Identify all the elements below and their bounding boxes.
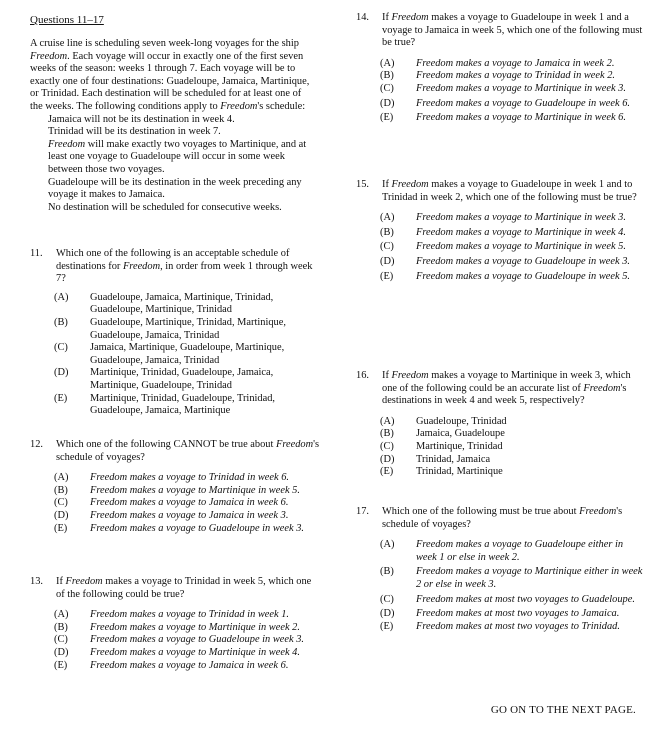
- question-stem: Which one of the following CANNOT be true about Freedom's schedule of voyages?: [56, 439, 320, 463]
- answer-option[interactable]: [54, 523, 320, 536]
- option-text: Freedom makes a voyage to Guadeloupe in week 3.: [416, 255, 630, 267]
- option-label: (C): [54, 342, 68, 354]
- question-14: [356, 12, 646, 125]
- answer-option[interactable]: [380, 608, 646, 621]
- question-15: [356, 179, 646, 283]
- answer-option[interactable]: [380, 566, 646, 591]
- option-text: Freedom makes a voyage to Martinique in week 3.: [416, 82, 626, 94]
- intro-passage: [30, 38, 314, 214]
- option-label: (B): [380, 226, 394, 238]
- option-text: Freedom makes a voyage to Guadeloupe in week 6.: [416, 97, 630, 109]
- option-label: (C): [380, 593, 394, 605]
- question-number: 15.: [356, 179, 369, 190]
- option-text: Freedom makes a voyage to Jamaica in week 3.: [90, 509, 289, 521]
- option-label: (B): [54, 316, 68, 328]
- option-text: Martinique, Trinidad: [416, 440, 503, 452]
- option-text: Jamaica, Martinique, Guadeloupe, Martinique, Guadeloupe, Jamaica, Trinidad: [90, 342, 285, 366]
- answer-option[interactable]: [380, 454, 646, 467]
- question-13: [30, 576, 320, 672]
- option-text: Guadeloupe, Jamaica, Martinique, Trinidad, Guadeloupe, Martinique, Trinidad: [90, 291, 274, 316]
- answer-option[interactable]: [380, 271, 646, 284]
- answer-option[interactable]: [380, 621, 646, 634]
- option-label: (B): [54, 484, 68, 496]
- option-label: (C): [380, 440, 394, 452]
- option-text: Guadeloupe, Martinique, Trinidad, Martinique, Guadeloupe, Jamaica, Trinidad: [90, 316, 286, 341]
- option-label: (C): [54, 634, 68, 646]
- answer-option[interactable]: [54, 393, 320, 418]
- answer-option[interactable]: [54, 472, 320, 485]
- question-number: 13.: [30, 576, 43, 587]
- option-label: (E): [54, 659, 68, 671]
- question-number: 14.: [356, 12, 369, 23]
- question-stem: Which one of the following is an acceptable schedule of destinations for Freedom, in order from week 1 through week 7?: [56, 248, 313, 285]
- answer-option[interactable]: [54, 342, 320, 367]
- section-title: Questions 11–17: [30, 14, 104, 26]
- option-text: Jamaica, Guadeloupe: [416, 428, 505, 440]
- option-label: (B): [380, 566, 394, 578]
- question-number: 12.: [30, 439, 43, 450]
- option-text: Freedom makes a voyage to Martinique in week 4.: [416, 226, 626, 238]
- answer-option[interactable]: [380, 256, 646, 269]
- answer-option[interactable]: [380, 212, 646, 225]
- answer-option[interactable]: [54, 485, 320, 498]
- answer-option[interactable]: [380, 441, 646, 454]
- option-label: (B): [380, 428, 394, 440]
- question-stem: Which one of the following must be true about Freedom's schedule of voyages?: [382, 506, 623, 530]
- option-label: (D): [54, 367, 69, 379]
- option-label: (D): [380, 97, 395, 109]
- option-text: Freedom makes a voyage to Martinique in week 4.: [90, 646, 300, 658]
- question-stem: If Freedom makes a voyage to Guadeloupe in week 1 and a voyage to Jamaica in week 5, which one of the following must be true?: [382, 12, 643, 49]
- question-stem: If Freedom makes a voyage to Guadeloupe in week 1 and to Trinidad in week 2, which one of the following must be true?: [382, 179, 637, 203]
- option-label: (E): [380, 620, 394, 632]
- option-text: Freedom makes a voyage to Trinidad in week 1.: [90, 609, 290, 621]
- option-text: Freedom makes at most two voyages to Jamaica.: [416, 608, 620, 620]
- question-number: 11.: [30, 248, 43, 259]
- option-label: (E): [54, 392, 68, 404]
- option-label: (A): [380, 539, 395, 551]
- option-label: (D): [54, 646, 69, 658]
- answer-option[interactable]: [380, 227, 646, 240]
- question-number: 17.: [356, 506, 369, 517]
- option-label: (A): [380, 415, 395, 427]
- question-12: [30, 439, 320, 535]
- option-text: Freedom makes at most two voyages to Guadeloupe.: [416, 593, 635, 605]
- option-label: (A): [54, 291, 69, 303]
- option-text: Trinidad, Martinique: [416, 466, 503, 478]
- condition: Freedom will make exactly two voyages to Martinique, and at least one voyage to Guadeloupe will occur in some week between those two voyages.: [48, 138, 307, 175]
- question-16: [356, 370, 646, 479]
- option-text: Guadeloupe, Trinidad: [416, 415, 507, 427]
- answer-option[interactable]: [380, 594, 646, 607]
- option-text: Freedom makes at most two voyages to Trinidad.: [416, 620, 620, 632]
- answer-option[interactable]: [380, 416, 646, 429]
- answer-option[interactable]: [54, 510, 320, 523]
- answer-option[interactable]: [54, 660, 320, 673]
- question-stem: If Freedom makes a voyage to Martinique in week 3, which one of the following could be an accurate list of Freedom's destinations in week 4 and week 5, respectively?: [382, 370, 631, 407]
- option-label: (C): [380, 82, 394, 94]
- answer-option[interactable]: [54, 647, 320, 660]
- option-label: (E): [380, 270, 394, 282]
- answer-option[interactable]: [54, 622, 320, 635]
- question-stem: If Freedom makes a voyage to Trinidad in week 5, which one of the following could be true?: [56, 576, 312, 600]
- option-label: (A): [54, 472, 69, 484]
- option-text: Martinique, Trinidad, Guadeloupe, Jamaica, Martinique, Guadeloupe, Trinidad: [90, 367, 274, 391]
- answer-option[interactable]: [380, 83, 646, 96]
- option-label: (A): [380, 57, 395, 69]
- option-label: (D): [380, 255, 395, 267]
- option-label: (E): [380, 466, 394, 478]
- option-label: (A): [380, 212, 395, 224]
- next-page-note: GO ON TO THE NEXT PAGE.: [490, 704, 636, 716]
- answer-option[interactable]: [380, 98, 646, 111]
- answer-option[interactable]: [380, 466, 646, 479]
- option-label: (B): [54, 621, 68, 633]
- option-label: (D): [380, 608, 395, 620]
- answer-option[interactable]: [54, 317, 320, 342]
- option-label: (C): [54, 497, 68, 509]
- option-text: Freedom makes a voyage to Guadeloupe in week 3.: [90, 634, 304, 646]
- answer-option[interactable]: [380, 112, 646, 125]
- option-text: Freedom makes a voyage to Trinidad in week 2.: [416, 70, 616, 82]
- option-label: (C): [380, 241, 394, 253]
- option-text: Freedom makes a voyage to Martinique in week 3.: [416, 212, 626, 224]
- option-text: Freedom makes a voyage to Trinidad in week 6.: [90, 472, 290, 484]
- option-text: Freedom makes a voyage to Martinique in week 6.: [416, 112, 626, 124]
- question-17: [356, 506, 646, 633]
- condition: No destination will be scheduled for consecutive weeks.: [48, 201, 282, 213]
- option-label: (D): [380, 453, 395, 465]
- option-label: (E): [54, 522, 68, 534]
- answer-option[interactable]: [380, 58, 646, 71]
- condition: Guadeloupe will be its destination in the week preceding any voyage it makes to Jamaica.: [48, 176, 302, 201]
- option-label: (E): [380, 112, 394, 124]
- option-text: Freedom makes a voyage to Jamaica in week 6.: [90, 497, 289, 509]
- option-text: Freedom makes a voyage to Martinique in week 2.: [90, 621, 300, 633]
- answer-option[interactable]: [54, 497, 320, 510]
- question-number: 16.: [356, 370, 369, 381]
- option-text: Freedom makes a voyage to Guadeloupe in week 5.: [416, 270, 630, 282]
- option-text: Freedom makes a voyage to Jamaica in week 2.: [416, 57, 615, 69]
- answer-option[interactable]: [54, 609, 320, 622]
- answer-option[interactable]: [54, 292, 320, 317]
- option-label: (B): [380, 70, 394, 82]
- option-text: Freedom makes a voyage to Martinique either in week 2 or else in week 3.: [416, 566, 643, 590]
- option-text: Freedom makes a voyage to Martinique in week 5.: [90, 484, 300, 496]
- option-text: Martinique, Trinidad, Guadeloupe, Trinidad, Guadeloupe, Jamaica, Martinique: [90, 392, 276, 417]
- question-11: [30, 248, 320, 418]
- condition: Trinidad will be its destination in week 7.: [48, 126, 221, 138]
- intro-paragraph: A cruise line is scheduling seven week-long voyages for the ship Freedom. Each voyage will occur in exactly one of the first seven weeks of the season: weeks 1 through 7. Each voyage will be to exactly one of four destinations: Guadeloupe, Jamaica, Martinique, or Trinidad. Each destination will be scheduled for at least one of the weeks. The following conditions apply to Freedom's schedule:: [30, 38, 310, 112]
- answer-option[interactable]: [380, 70, 646, 83]
- option-text: Trinidad, Jamaica: [416, 453, 491, 465]
- option-text: Freedom makes a voyage to Guadeloupe in week 3.: [90, 522, 304, 534]
- answer-option[interactable]: [380, 539, 646, 564]
- answer-option[interactable]: [380, 428, 646, 441]
- option-text: Freedom makes a voyage to Guadeloupe either in week 1 or else in week 2.: [416, 539, 624, 563]
- option-text: Freedom makes a voyage to Martinique in week 5.: [416, 241, 626, 253]
- option-label: (A): [54, 609, 69, 621]
- condition: Jamaica will not be its destination in week 4.: [48, 113, 235, 125]
- option-text: Freedom makes a voyage to Jamaica in week 6.: [90, 659, 289, 671]
- answer-option[interactable]: [54, 634, 320, 647]
- option-label: (D): [54, 509, 69, 521]
- answer-option[interactable]: [380, 241, 646, 254]
- answer-option[interactable]: [54, 367, 320, 392]
